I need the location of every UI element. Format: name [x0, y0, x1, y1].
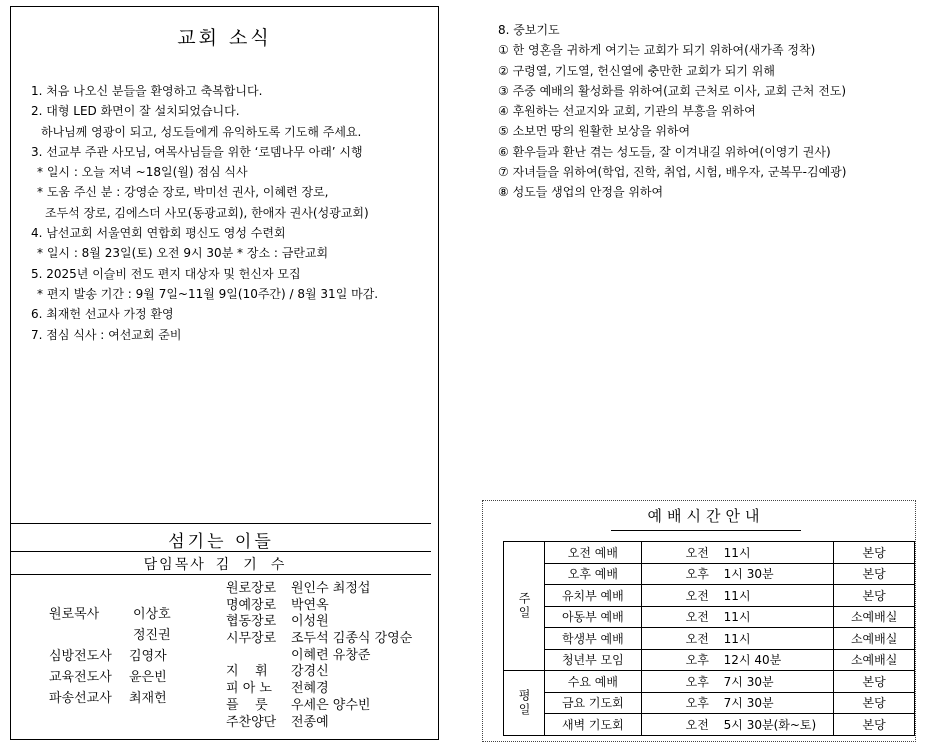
pastor-role: 담임목사 [143, 557, 206, 573]
service-time [641, 692, 834, 714]
schedule-table [503, 541, 915, 736]
elder-role: 원로장로 [226, 581, 277, 596]
news-line: 조두석 장로, 김에스더 사모(동광교회), 한애자 권사(성광교회) [45, 205, 369, 220]
elder-row [226, 631, 436, 648]
service-time [641, 563, 834, 585]
elder-names: 조두석 김종식 강영순 [291, 631, 413, 647]
service-name: 수요 예배 [545, 671, 642, 693]
schedule-row [504, 649, 915, 671]
staff-name: 김영자 [129, 649, 167, 664]
staff-name: 최재헌 [129, 691, 167, 706]
service-ampm: 오후 [685, 567, 709, 582]
elder-row [226, 598, 436, 615]
elder-row [226, 581, 436, 598]
service-time [641, 649, 834, 671]
elder-names: 강경신 [291, 664, 329, 680]
staff-row [49, 604, 229, 625]
service-ampm: 오전 [685, 717, 709, 732]
news-line: * 일시 : 오늘 저녁 ~18일(월) 점심 식사 [37, 165, 248, 180]
news-line: 5. 2025년 이슬비 전도 편지 대상자 및 헌신자 모집 [31, 266, 301, 281]
schedule-row [504, 606, 915, 628]
staff-name: 이상호 [133, 607, 171, 622]
elder-names: 전종예 [291, 714, 329, 730]
elder-names: 박연옥 [291, 597, 329, 613]
service-clock: 11시 [723, 610, 751, 625]
elder-role: 시무장로 [226, 631, 277, 647]
elder-role: 협동장로 [226, 614, 277, 630]
schedule-group-label: 주일 [504, 542, 545, 671]
prayer-item: ⑥ 환우들과 환난 겪는 성도들, 잘 이겨내길 위하여(이영기 권사) [498, 144, 831, 159]
schedule-row [504, 692, 915, 714]
elder-role: 플 룻 [226, 697, 268, 713]
news-line: 3. 선교부 주관 사모님, 여목사님들을 위한 ‘로뎀나무 아래’ 시행 [31, 144, 363, 159]
service-place: 본당 [834, 692, 915, 714]
elder-names: 원인수 최정섭 [291, 581, 371, 596]
elder-row [226, 715, 436, 732]
service-time [641, 606, 834, 628]
service-name: 오후 예배 [545, 563, 642, 585]
staff-row [49, 667, 229, 688]
service-time [641, 628, 834, 650]
news-list [31, 81, 436, 345]
staff-row [49, 646, 229, 667]
elder-role: 지 휘 [226, 664, 268, 680]
prayer-title: 8. 중보기도 [498, 23, 560, 37]
schedule-row [504, 563, 915, 585]
elder-row [226, 664, 436, 681]
service-name: 아동부 예배 [545, 606, 642, 628]
news-line: 1. 처음 나오신 분들을 환영하고 축복합니다. [31, 84, 263, 98]
service-place: 본당 [834, 714, 915, 736]
elder-row [226, 681, 436, 698]
elder-row [226, 614, 436, 631]
service-place: 소예배실 [834, 628, 915, 650]
staff-name: 정진권 [133, 628, 171, 643]
service-time [641, 714, 834, 736]
service-place: 본당 [834, 585, 915, 607]
divider [11, 574, 431, 575]
service-time [641, 585, 834, 607]
elder-names: 이혜련 유창준 [291, 647, 371, 663]
service-ampm: 오후 [685, 653, 709, 668]
servants-title: 섬기는 이들 [168, 532, 274, 552]
service-clock: 12시 40분 [723, 653, 782, 668]
service-place: 본당 [834, 671, 915, 693]
service-place: 본당 [834, 542, 915, 564]
news-line: * 편지 발송 기간 : 9월 7일~11월 9일(10주간) / 8월 31일 마감. [37, 286, 379, 301]
service-clock: 7시 30분 [723, 674, 774, 689]
service-clock: 1시 30분 [723, 567, 774, 582]
divider [11, 523, 431, 524]
schedule-row [504, 585, 915, 607]
news-line: 6. 최재헌 선교사 가정 환영 [31, 307, 174, 322]
service-name: 오전 예배 [545, 542, 642, 564]
prayer-item: ⑧ 성도들 생업의 안정을 위하여 [498, 185, 664, 200]
elders-list [226, 581, 436, 731]
prayer-item: ② 구령열, 기도열, 헌신열에 충만한 교회가 되기 위해 [498, 63, 775, 78]
service-clock: 7시 30분 [723, 696, 774, 711]
staff-row [49, 688, 229, 709]
staff-list [49, 604, 229, 709]
senior-pastor [11, 554, 431, 574]
staff-role: 파송선교사 [49, 691, 112, 706]
schedule-row [504, 671, 915, 693]
staff-role: 교육전도사 [49, 670, 112, 685]
prayer-item: ③ 주중 예배의 활성화를 위하여(교회 근처로 이사, 교회 근처 전도) [498, 83, 847, 98]
schedule-title: 예배시간안내 [611, 505, 801, 531]
worship-schedule-panel [482, 500, 916, 742]
service-clock: 11시 [723, 588, 751, 603]
service-ampm: 오전 [685, 610, 709, 625]
divider [11, 551, 431, 552]
staff-row [49, 625, 229, 646]
service-ampm: 오후 [685, 696, 709, 711]
elder-role: 피 아 노 [226, 681, 272, 697]
prayer-item: ⑦ 자녀들을 위하여(학업, 진학, 취업, 시험, 배우자, 군복무-김예광) [498, 165, 847, 180]
service-place: 본당 [834, 563, 915, 585]
elder-role: 주찬양단 [226, 714, 277, 730]
pastor-name: 김기수 [215, 557, 299, 573]
schedule-row [504, 542, 915, 564]
service-name: 유치부 예배 [545, 585, 642, 607]
news-line: 4. 남선교회 서울연회 연합회 평신도 영성 수련회 [31, 226, 286, 241]
service-time [641, 671, 834, 693]
service-clock: 5시 30분(화~토) [723, 717, 817, 732]
prayer-item: ① 한 영혼을 귀하게 여기는 교회가 되기 위하여(새가족 정착) [498, 43, 816, 58]
service-time [641, 542, 834, 564]
news-line: * 일시 : 8월 23일(토) 오전 9시 30분 * 장소 : 금란교회 [37, 246, 329, 261]
news-title: 교회 소식 [177, 27, 272, 49]
schedule-row [504, 628, 915, 650]
elder-role: 명예장로 [226, 597, 277, 613]
service-ampm: 오전 [685, 588, 709, 603]
staff-role: 심방전도사 [49, 649, 112, 664]
intercessory-prayer [498, 20, 846, 203]
service-clock: 11시 [723, 631, 751, 646]
service-ampm: 오후 [685, 674, 709, 689]
service-name: 청년부 모임 [545, 649, 642, 671]
service-place: 소예배실 [834, 649, 915, 671]
staff-name: 윤은빈 [129, 670, 167, 685]
service-ampm: 오전 [685, 545, 709, 560]
prayer-item: ⑤ 소보먼 땅의 원활한 보상을 위하여 [498, 124, 691, 139]
service-place: 소예배실 [834, 606, 915, 628]
service-name: 금요 기도회 [545, 692, 642, 714]
service-name: 학생부 예배 [545, 628, 642, 650]
elder-names: 이성원 [291, 614, 329, 630]
service-ampm: 오전 [685, 631, 709, 646]
elder-row [226, 648, 436, 665]
service-clock: 11시 [723, 545, 751, 560]
staff-role: 원로목사 [49, 607, 100, 622]
news-line: * 도움 주신 분 : 강영순 장로, 박미선 권사, 이혜련 장로, [37, 185, 329, 200]
church-news-panel [10, 6, 439, 740]
news-line: 하나님께 영광이 되고, 성도들에게 유익하도록 기도해 주세요. [41, 124, 362, 139]
news-line: 2. 대형 LED 화면이 잘 설치되었습니다. [31, 104, 240, 119]
service-name: 새벽 기도회 [545, 714, 642, 736]
elder-names: 우세은 양수빈 [291, 697, 371, 713]
news-line: 7. 점심 식사 : 여선교회 준비 [31, 327, 182, 342]
prayer-item: ④ 후원하는 선교지와 교회, 기관의 부흥을 위하여 [498, 104, 756, 119]
elder-names: 전혜경 [291, 681, 329, 697]
schedule-row [504, 714, 915, 736]
elder-row [226, 698, 436, 715]
schedule-group-label: 평일 [504, 671, 545, 736]
